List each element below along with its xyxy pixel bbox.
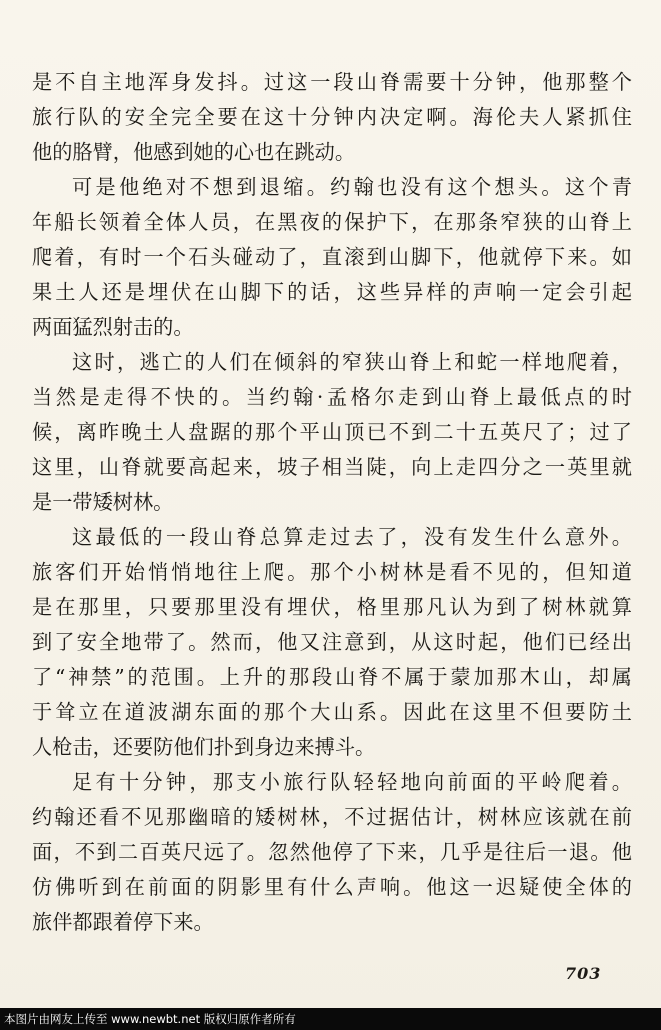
text-line: 面，不到二百英尺远了。忽然他停了下来，几乎是往后一退。他 — [32, 840, 632, 864]
text-line: 旅伴都跟着停下来。 — [32, 910, 214, 934]
text-line: 是不自主地浑身发抖。过这一段山脊需要十分钟，他那整个 — [32, 70, 632, 94]
text-line: 当然是走得不快的。当约翰·孟格尔走到山脊上最低点的时 — [32, 385, 632, 409]
text-line: 这最低的一段山脊总算走过去了，没有发生什么意外。 — [72, 525, 632, 549]
text-line: 可是他绝对不想到退缩。约翰也没有这个想头。这个青 — [72, 175, 632, 199]
page-number: 703 — [565, 964, 602, 983]
body-text — [32, 68, 632, 943]
text-line: 他的胳臂，他感到她的心也在跳动。 — [32, 140, 356, 164]
text-line: 这时，逃亡的人们在倾斜的窄狭山脊上和蛇一样地爬着， — [72, 350, 632, 374]
text-line: 旅行队的安全完全要在这十分钟内决定啊。海伦夫人紧抓住 — [32, 105, 632, 129]
text-line: 了“神禁”的范围。上升的那段山脊不属于蒙加那木山，却属 — [32, 665, 632, 689]
text-line: 爬着，有时一个石头碰动了，直滚到山脚下，他就停下来。如 — [32, 245, 632, 269]
text-line: 是在那里，只要那里没有埋伏，格里那凡认为到了树林就算 — [32, 595, 632, 619]
text-line: 旅客们开始悄悄地往上爬。那个小树林是看不见的，但知道 — [32, 560, 632, 584]
text-line: 果土人还是埋伏在山脚下的话，这些异样的声响一定会引起 — [32, 280, 632, 304]
text-line: 约翰还看不见那幽暗的矮树林，不过据估计，树林应该就在前 — [32, 805, 632, 829]
text-line: 足有十分钟，那支小旅行队轻轻地向前面的平岭爬着。 — [72, 770, 632, 794]
text-line: 于耸立在道波湖东面的那个大山系。因此在这里不但要防土 — [32, 700, 632, 724]
text-line: 这里，山脊就要高起来，坡子相当陡，向上走四分之一英里就 — [32, 455, 632, 479]
text-line: 到了安全地带了。然而，他又注意到，从这时起，他们已经出 — [32, 630, 632, 654]
text-line: 两面猛烈射击的。 — [32, 315, 194, 339]
text-line: 人枪击，还要防他们扑到身边来搏斗。 — [32, 735, 376, 759]
text-line: 年船长领着全体人员，在黑夜的保护下，在那条窄狭的山脊上 — [32, 210, 632, 234]
text-line: 是一带矮树林。 — [32, 490, 174, 514]
text-line: 候，离昨晚土人盘踞的那个平山顶已不到二十五英尺了；过了 — [32, 420, 632, 444]
text-line: 仿佛听到在前面的阴影里有什么声响。他这一迟疑使全体的 — [32, 875, 632, 899]
footer-bar: 本图片由网友上传至 www.newbt.net 版权归原作者所有 — [0, 1008, 661, 1030]
